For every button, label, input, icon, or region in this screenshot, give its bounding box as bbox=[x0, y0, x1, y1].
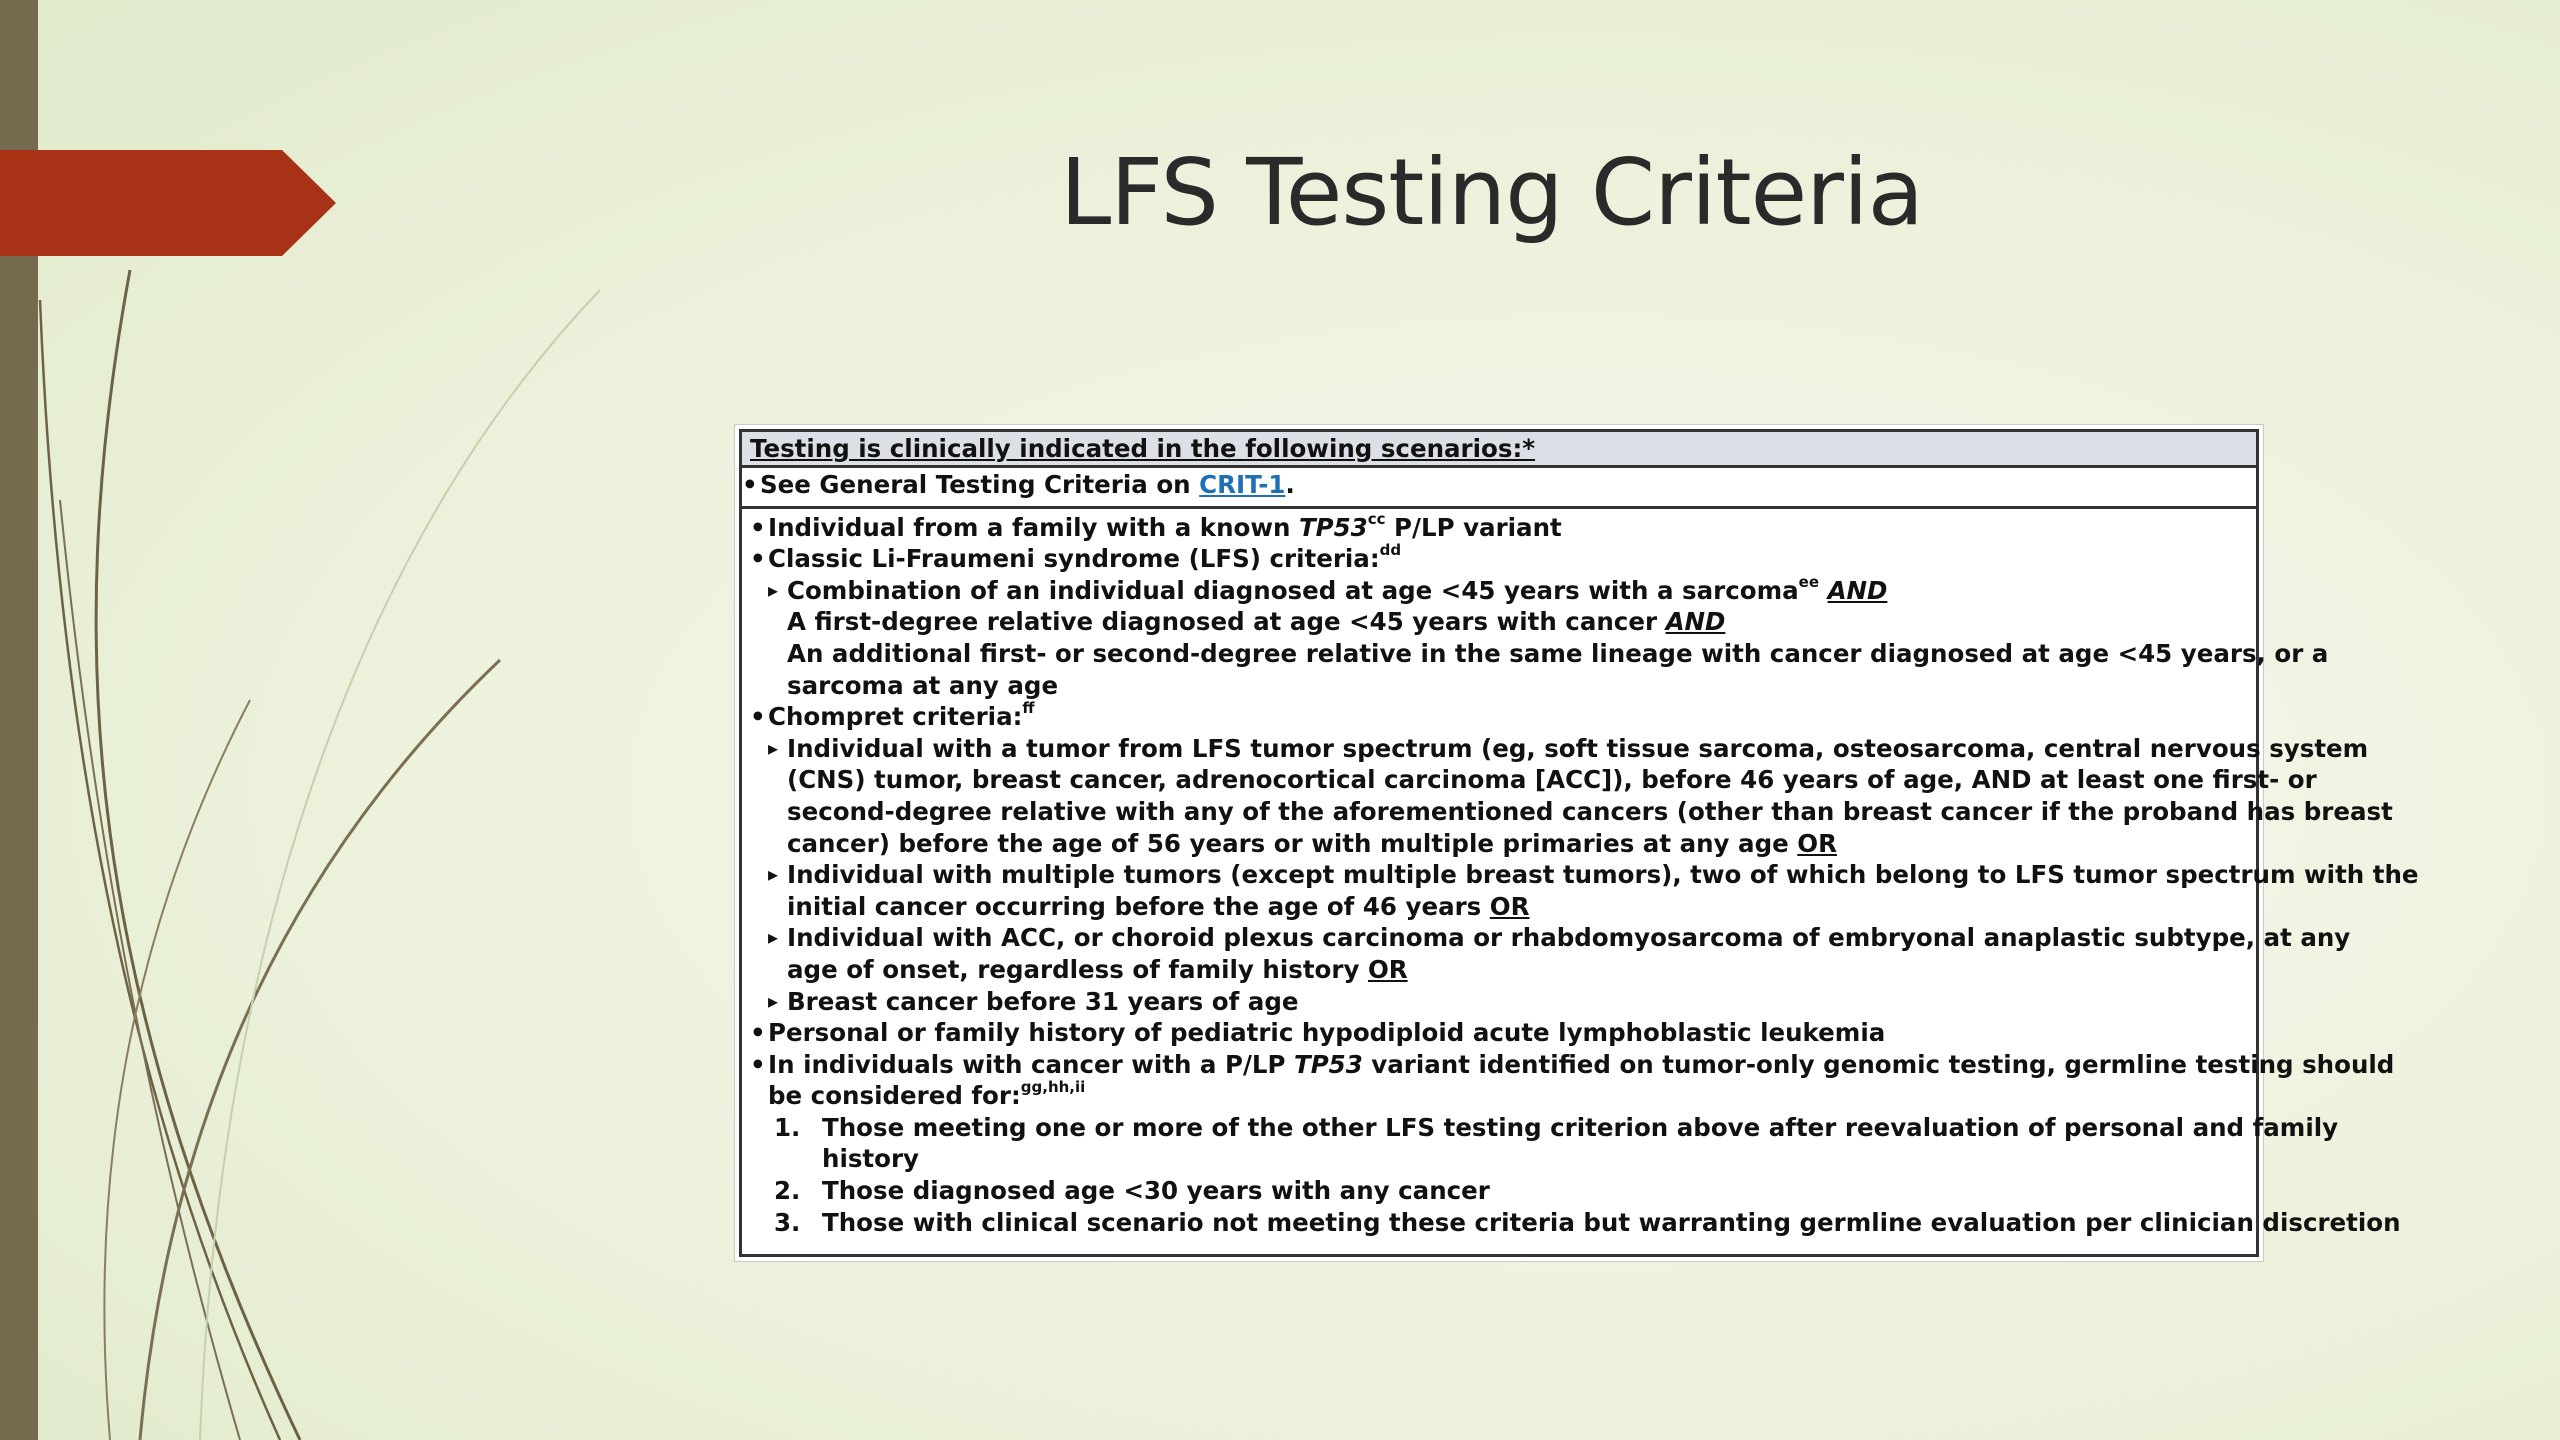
criteria-line: second-degree relative with any of the aforementioned cancers (other than breast cancer if the proband has breast bbox=[787, 796, 2393, 826]
criteria-document-image bbox=[734, 424, 2419, 1262]
criteria-line: • Personal or family history of pediatric hypodiploid acute lymphoblastic leukemia bbox=[750, 1017, 2248, 1049]
criteria-table bbox=[739, 429, 2419, 1257]
table-header: Testing is clinically indicated in the following scenarios:* bbox=[742, 432, 2256, 468]
numbered-item: 2. Those diagnosed age <30 years with any cancer bbox=[774, 1176, 1490, 1206]
numbered-item: 3. Those with clinical scenario not meeting these criteria but warranting germline evaluation per clinician discretion bbox=[774, 1207, 2401, 1237]
criteria-line: • Classic Li-Fraumeni syndrome (LFS) criteria:$^{dd}$ bbox=[750, 543, 2248, 575]
criteria-line: A first-degree relative diagnosed at age <45 years with cancer AND bbox=[787, 607, 1726, 637]
criteria-line: An additional first- or second-degree relative in the same lineage with cancer diagnosed at age <45 years, or a bbox=[787, 638, 2329, 668]
title-arrow-marker bbox=[0, 150, 336, 256]
criteria-line: ▸ Individual with multiple tumors (except multiple breast tumors), two of which belong to LFS tumor spectrum with the bbox=[750, 859, 2248, 891]
criteria-line: cancer) before the age of 56 years or with multiple primaries at any age OR bbox=[787, 828, 1837, 858]
criteria-body bbox=[742, 509, 2419, 1239]
criteria-line: ▸ Individual with a tumor from LFS tumor spectrum (eg, soft tissue sarcoma, osteosarcoma, central nervous system bbox=[750, 733, 2248, 765]
criteria-line: age of onset, regardless of family history OR bbox=[787, 954, 1408, 984]
criteria-line: • Individual from a family with a known $TP53^{cc}$ P/LP variant bbox=[750, 512, 2248, 544]
criteria-line: be considered for:$^{gg,hh,ii}$ bbox=[768, 1078, 1086, 1111]
criteria-line: (CNS) tumor, breast cancer, adrenocortical carcinoma [ACC]), before 46 years of age, AND at least one first- or bbox=[787, 765, 2317, 795]
criteria-line: ▸ Individual with ACC, or choroid plexus carcinoma or rhabdomyosarcoma of embryonal anaplastic subtype, at any bbox=[750, 922, 2248, 954]
numbered-item-continuation: history bbox=[822, 1144, 920, 1174]
crit-1-link[interactable]: CRIT-1 bbox=[1199, 470, 1286, 499]
numbered-item: 1. Those meeting one or more of the other LFS testing criterion above after reevaluation of personal and family bbox=[774, 1112, 2339, 1142]
criteria-line: ▸ Breast cancer before 31 years of age bbox=[750, 986, 2248, 1018]
criteria-line: sarcoma at any age bbox=[787, 670, 1059, 700]
criteria-line: • In individuals with cancer with a P/LP TP53 variant identified on tumor-only genomic testing, germline testing should bbox=[750, 1049, 2248, 1081]
criteria-line: • Chompret criteria:$^{ff}$ bbox=[750, 701, 2248, 733]
general-criteria-row: • See General Testing Criteria on CRIT-1. bbox=[742, 468, 2256, 509]
criteria-line: initial cancer occurring before the age of 46 years OR bbox=[787, 891, 1530, 921]
criteria-line: ▸ Combination of an individual diagnosed at age <45 years with a sarcoma$^{ee}$ AND bbox=[750, 575, 2248, 607]
slide-title: LFS Testing Criteria bbox=[1060, 139, 1923, 246]
